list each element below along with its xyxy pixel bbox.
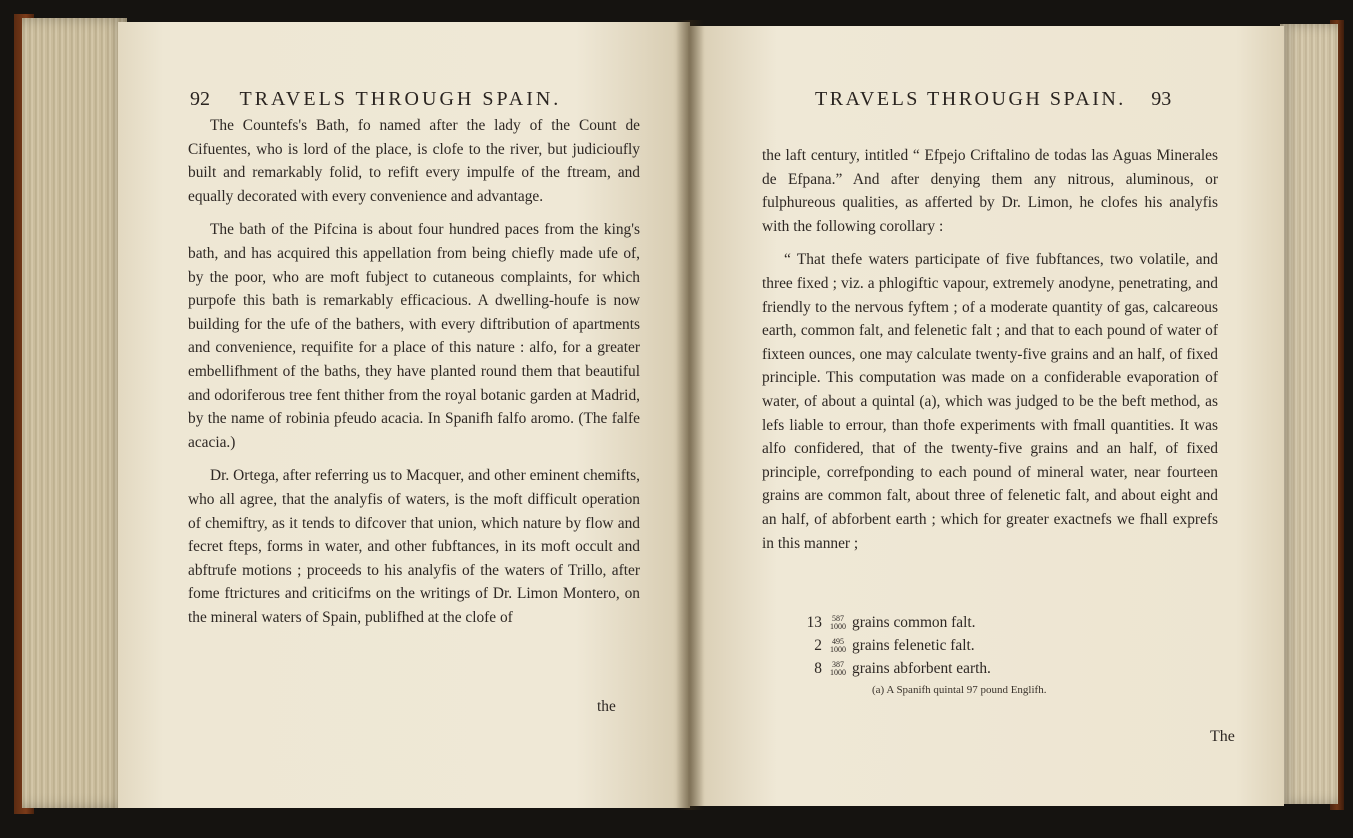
left-page-number: 92 <box>190 88 210 110</box>
left-running-head <box>190 88 561 111</box>
quantity-whole: 13 <box>806 614 822 631</box>
quantity-fraction <box>830 615 846 631</box>
right-page-stack <box>1280 24 1338 804</box>
fraction-denominator: 1000 <box>830 645 846 655</box>
fraction-numerator: 495 <box>832 637 844 647</box>
quantity-text: grains common falt. <box>852 614 976 631</box>
right-catchword: The <box>1210 728 1235 745</box>
right-page-body <box>762 144 1218 555</box>
book-gutter <box>676 20 704 810</box>
paragraph-espejo-cristalino: the laft century, intitled “ Efpejo Criftalino de todas las Aguas Minerales de Efpana.” And after denying them any nitrous, aluminous, or fulphureous qualities, as afferted by Dr. Limon, he clofes his analyfis with the following corollary : <box>762 147 1218 235</box>
right-running-head <box>815 88 1171 111</box>
left-page-stack <box>22 18 127 808</box>
fraction-numerator: 587 <box>832 614 844 624</box>
paragraph-countess-bath: The Countefs's Bath, fo named after the lady of the Count de Cifuentes, who is lord of the place, is clofe to the river, but judicioufly built and remarkably folid, to refift every impulfe of the ftream, and equally decorated with every convenience and advantage. <box>188 117 640 205</box>
fraction-denominator: 1000 <box>830 668 846 678</box>
left-page-body <box>188 114 640 629</box>
fraction-numerator: 387 <box>832 660 844 670</box>
quantity-whole: 8 <box>814 660 822 677</box>
left-catchword: the <box>597 698 616 715</box>
right-running-title: TRAVELS THROUGH SPAIN. <box>815 88 1126 110</box>
quantity-fraction <box>830 661 846 677</box>
right-page-number: 93 <box>1151 88 1172 110</box>
quantity-fraction <box>830 638 846 654</box>
paragraph-corollary-quote: “ That thefe waters participate of five fubftances, two volatile, and three fixed ; viz. a phlogiftic vapour, extremely anodyne, penetrating, and friendly to the nervous fyftem ; of a moderate quantity of gas, calcareous earth, common falt, and felenetic falt ; and that to each pound of water of fixteen ounces, one may calculate twenty-five grains and an half, of fixed principle. This computation was made on a confiderable evaporation of water, of about a quintal (a), which was judged to be the beft method, as lefs liable to errour, than thofe experiments with fmall quantities. It was alfo confidered, that of the twenty-five grains and an half, of fixed principle, correfponding to each pound of mineral water, near fourteen grains are common falt, about three of felenetic falt, and about eight and an half, of abforbent earth ; which for greater exactnefs we fhall exprefs in this manner ; <box>762 251 1218 552</box>
left-running-title: TRAVELS THROUGH SPAIN. <box>239 88 562 110</box>
fraction-denominator: 1000 <box>830 622 846 632</box>
quantity-text: grains abforbent earth. <box>852 660 991 677</box>
quantity-row <box>800 637 975 655</box>
quantity-row <box>800 660 991 678</box>
quantity-row <box>800 614 976 632</box>
quantity-text: grains felenetic falt. <box>852 637 975 654</box>
quantity-whole: 2 <box>814 637 822 654</box>
paragraph-piscina-bath: The bath of the Pifcina is about four hundred paces from the king's bath, and has acquired this appellation from being chiefly made ufe of, by the poor, who are moft fubject to cutaneous complaints, for which purpofe this bath is remarkably efficacious. A dwelling-houfe is now building for the ufe of the bathers, with every diftribution of apartments and convenience, requifite for a place of this nature : alfo, for a greater embellifhment of the baths, they have planted round them that beautiful and odoriferous tree fent thither from the royal botanic garden at Madrid, by the name of robinia pfeudo acacia. In Spanifh falfo aromo. (The falfe acacia.) <box>188 221 640 451</box>
paragraph-ortega-analysis: Dr. Ortega, after referring us to Macquer, and other eminent chemifts, who all agree, that the analyfis of waters, is the moft difficult operation of chemiftry, as it tends to difcover that union, which nature by flow and fecret fteps, forms in water, and other fubftances, in its moft occult and abftrufe motions ; proceeds to his analyfis of the waters of Trillo, after fome ftrictures and criticifms on the writings of Dr. Limon Montero, on the mineral waters of Spain, publifhed at the clofe of <box>188 467 640 626</box>
footnote: (a) A Spanifh quintal 97 pound Englifh. <box>872 684 1047 696</box>
